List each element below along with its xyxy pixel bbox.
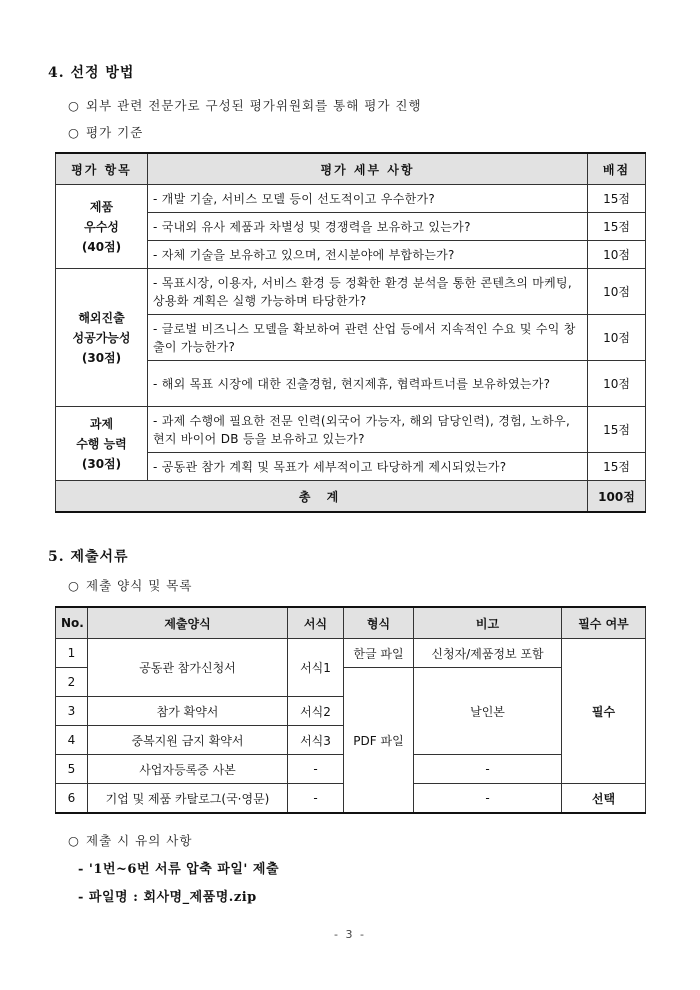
form-name: 참가 확약서 xyxy=(88,697,288,726)
required-status: 필수 xyxy=(562,639,646,784)
total-score: 100점 xyxy=(588,481,646,513)
table-header-row xyxy=(56,607,646,639)
criterion-text: - 과제 수행에 필요한 전문 인력(외국어 가능자, 해외 담당인력), 경험, 노하우, 현지 바이어 DB 등을 보유하고 있는가? xyxy=(148,407,588,453)
remarks: 신청자/제품정보 포함 xyxy=(414,639,562,668)
header-details: 평가 세부 사항 xyxy=(148,153,588,185)
row-number: 2 xyxy=(56,668,88,697)
total-label: 총 계 xyxy=(56,481,588,513)
format-number: - xyxy=(288,784,344,814)
total-row xyxy=(56,481,646,513)
category-product-excellence: 제품 우수성 (40점) xyxy=(56,185,148,269)
page-number: - 3 - xyxy=(334,928,366,941)
header-score: 배점 xyxy=(588,153,646,185)
form-name: 기업 및 제품 카탈로그(국·영문) xyxy=(88,784,288,814)
section-5-heading: 5. 제출서류 xyxy=(48,549,129,565)
criterion-text: - 목표시장, 이용자, 서비스 환경 등 정확한 환경 분석을 통한 콘텐츠의 마케팅, 상용화 계획은 실행 가능하며 타당한가? xyxy=(148,269,588,315)
remarks: 날인본 xyxy=(414,668,562,755)
criterion-text: - 해외 목표 시장에 대한 진출경험, 현지제휴, 협력파트너를 보유하였는가? xyxy=(148,361,588,407)
category-overseas-success: 해외진출 성공가능성 (30점) xyxy=(56,269,148,407)
criterion-score: 15점 xyxy=(588,453,646,481)
circle-bullet-icon: ○ xyxy=(68,125,80,140)
format-number: 서식2 xyxy=(288,697,344,726)
criterion-score: 15점 xyxy=(588,185,646,213)
table-row xyxy=(56,269,646,315)
bullet-text: 외부 관련 전문가로 구성된 평가위원회를 통해 평가 진행 xyxy=(86,98,422,113)
section-5-bullet-1 xyxy=(68,576,192,594)
file-type: PDF 파일 xyxy=(344,668,414,814)
header-form: 제출양식 xyxy=(88,607,288,639)
format-number: - xyxy=(288,755,344,784)
criterion-text: - 자체 기술을 보유하고 있으며, 전시분야에 부합하는가? xyxy=(148,241,588,269)
criterion-score: 10점 xyxy=(588,269,646,315)
evaluation-criteria-table xyxy=(55,152,646,513)
table-row xyxy=(56,639,646,668)
format-number: 서식3 xyxy=(288,726,344,755)
row-number: 5 xyxy=(56,755,88,784)
remarks: - xyxy=(414,755,562,784)
circle-bullet-icon: ○ xyxy=(68,833,80,848)
section-4-bullet-1 xyxy=(68,96,422,114)
criterion-score: 15점 xyxy=(588,213,646,241)
bullet-text: 제출 양식 및 목록 xyxy=(86,578,193,593)
circle-bullet-icon: ○ xyxy=(68,98,80,113)
form-name: 공동관 참가신청서 xyxy=(88,639,288,697)
header-file-type: 형식 xyxy=(344,607,414,639)
circle-bullet-icon: ○ xyxy=(68,578,80,593)
bullet-text: 제출 시 유의 사항 xyxy=(86,833,193,848)
category-execution-capability: 과제 수행 능력 (30점) xyxy=(56,407,148,481)
row-number: 3 xyxy=(56,697,88,726)
section-4-bullet-2 xyxy=(68,123,143,141)
submission-documents-table xyxy=(55,606,646,814)
required-status: 선택 xyxy=(562,784,646,814)
submission-notes-bullet xyxy=(68,831,192,849)
section-4-heading: 4. 선정 방법 xyxy=(48,65,135,81)
row-number: 1 xyxy=(56,639,88,668)
remarks: - xyxy=(414,784,562,814)
bullet-text: 평가 기준 xyxy=(86,125,144,140)
criterion-text: - 공동관 참가 계획 및 목표가 세부적이고 타당하게 제시되었는가? xyxy=(148,453,588,481)
table-header-row xyxy=(56,153,646,185)
header-no: No. xyxy=(56,607,88,639)
form-name: 중복지원 금지 확약서 xyxy=(88,726,288,755)
criterion-score: 10점 xyxy=(588,315,646,361)
table-row xyxy=(56,407,646,453)
note-line-1: - '1번~6번 서류 압축 파일' 제출 xyxy=(78,862,280,877)
file-type: 한글 파일 xyxy=(344,639,414,668)
criterion-score: 15점 xyxy=(588,407,646,453)
row-number: 6 xyxy=(56,784,88,814)
table-row xyxy=(56,185,646,213)
format-number: 서식1 xyxy=(288,639,344,697)
note-line-2: - 파일명 : 회사명_제품명.zip xyxy=(78,890,257,905)
criterion-text: - 국내외 유사 제품과 차별성 및 경쟁력을 보유하고 있는가? xyxy=(148,213,588,241)
row-number: 4 xyxy=(56,726,88,755)
header-format-no: 서식 xyxy=(288,607,344,639)
header-category: 평가 항목 xyxy=(56,153,148,185)
criterion-score: 10점 xyxy=(588,361,646,407)
criterion-text: - 개발 기술, 서비스 모델 등이 선도적이고 우수한가? xyxy=(148,185,588,213)
criterion-text: - 글로벌 비즈니스 모델을 확보하여 관련 산업 등에서 지속적인 수요 및 수익 창출이 가능한가? xyxy=(148,315,588,361)
header-remarks: 비고 xyxy=(414,607,562,639)
criterion-score: 10점 xyxy=(588,241,646,269)
header-required: 필수 여부 xyxy=(562,607,646,639)
form-name: 사업자등록증 사본 xyxy=(88,755,288,784)
